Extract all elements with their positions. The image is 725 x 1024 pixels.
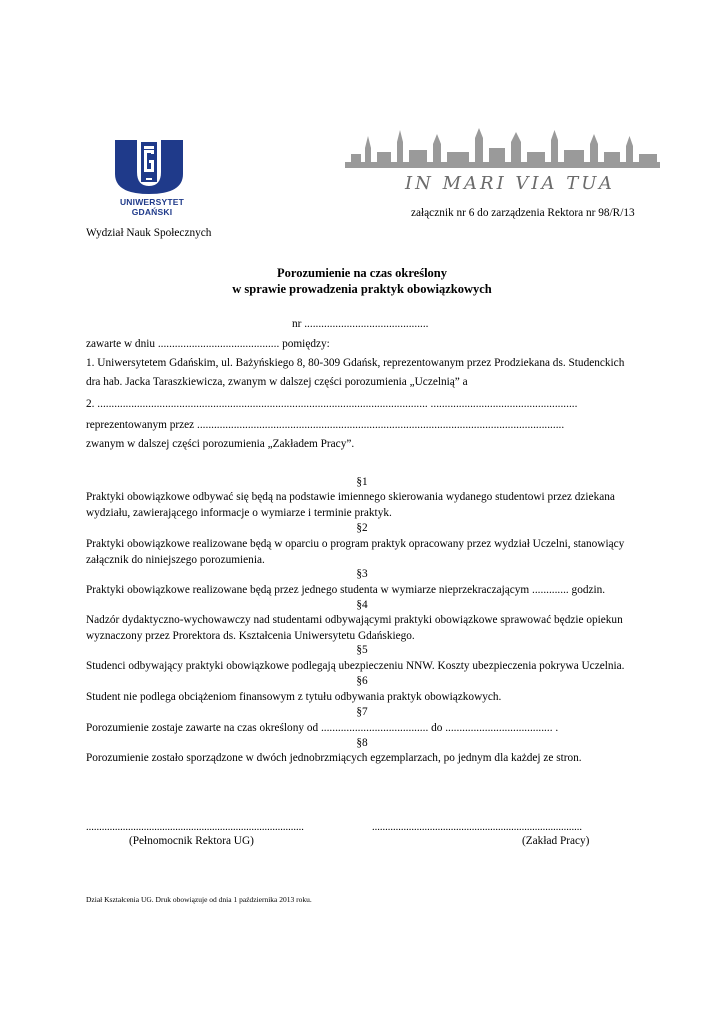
concluded-date: zawarte w dniu ........................................... pomiędzy: — [86, 338, 330, 350]
party-two-line: 2. ..................................................................................................................... .................................................... — [86, 398, 578, 410]
section-6-mark: §6 — [356, 675, 368, 687]
university-name: UNIWERSYTET GDAŃSKI — [119, 197, 185, 217]
signature-line-rector: ................................................................................... — [86, 822, 304, 833]
agreement-number: nr ............................................ — [292, 318, 429, 330]
university-motto: IN MARI VIA TUA — [405, 173, 615, 194]
section-5-text: Studenci odbywający praktyki obowiązkowe podlegają ubezpieczeniu NNW. Koszty ubezpieczenia pokrywa Uczelnia. — [86, 660, 625, 672]
represented-by-line: reprezentowanym przez .................................................................................................................................. — [86, 419, 565, 431]
section-2-mark: §2 — [356, 522, 368, 534]
party-one-line1: 1. Uniwersytetem Gdańskim, ul. Bażyńskiego 8, 80-309 Gdańsk, reprezentowanym przez Prodziekana ds. Studenckich — [86, 357, 625, 369]
section-4-mark: §4 — [356, 599, 368, 611]
section-8-mark: §8 — [356, 737, 368, 749]
party-one-line2: dra hab. Jacka Taraszkiewicza, zwanym w dalszej części porozumienia „Uczelnią” a — [86, 376, 468, 388]
section-2-text: Praktyki obowiązkowe realizowane będą w oparciu o program praktyk opracowany przez wydział Uczelni, stanowiący załącznik do niniejszego porozumienia. — [86, 538, 625, 566]
signature-label-workplace: (Zakład Pracy) — [522, 835, 590, 847]
document-title: Porozumienie na czas określony — [276, 266, 447, 280]
faculty-name: Wydział Nauk Społecznych — [86, 227, 212, 239]
document-subtitle: w sprawie prowadzenia praktyk obowiązkowych — [232, 282, 492, 296]
footer-note: Dział Kształcenia UG. Druk obowiązuje od dnia 1 października 2013 roku. — [86, 895, 312, 904]
signature-line-workplace: ................................................................................ — [372, 822, 582, 833]
attachment-note: załącznik nr 6 do zarządzenia Rektora nr 98/R/13 — [411, 207, 635, 219]
section-5-mark: §5 — [356, 644, 368, 656]
workplace-definition: zwanym w dalszej części porozumienia „Zakładem Pracy”. — [86, 438, 355, 450]
section-8-text: Porozumienie zostało sporządzone w dwóch jednobrzmiących egzemplarzach, po jednym dla każdej ze stron. — [86, 752, 582, 764]
university-logo — [113, 138, 185, 201]
section-6-text: Student nie podlega obciążeniom finansowym z tytułu odbywania praktyk obowiązkowych. — [86, 691, 502, 703]
section-3-mark: §3 — [356, 568, 368, 580]
signature-label-rector: (Pełnomocnik Rektora UG) — [129, 835, 254, 847]
section-7-text: Porozumienie zostaje zawarte na czas określony od ...................................... do ...................................... . — [86, 722, 559, 734]
section-3-text: Praktyki obowiązkowe realizowane będą przez jednego studenta w wymiarze nieprzekraczającym ............. godzin. — [86, 584, 606, 596]
section-1-text: Praktyki obowiązkowe odbywać się będą na podstawie imiennego skierowania wydanego studentowi przez dziekana wydziału, zawierającego informacje o wymiarze i terminie praktyk. — [86, 491, 615, 519]
section-7-mark: §7 — [356, 706, 368, 718]
section-4-text: Nadzór dydaktyczno-wychowawczy nad studentami odbywającymi praktyki obowiązkowe sprawować będzie opiekun wyznaczony przez Prorektora ds. Kształcenia Uniwersytetu Gdańskiego. — [86, 614, 623, 642]
section-1-mark: §1 — [356, 476, 368, 488]
university-crest-icon — [113, 138, 185, 196]
